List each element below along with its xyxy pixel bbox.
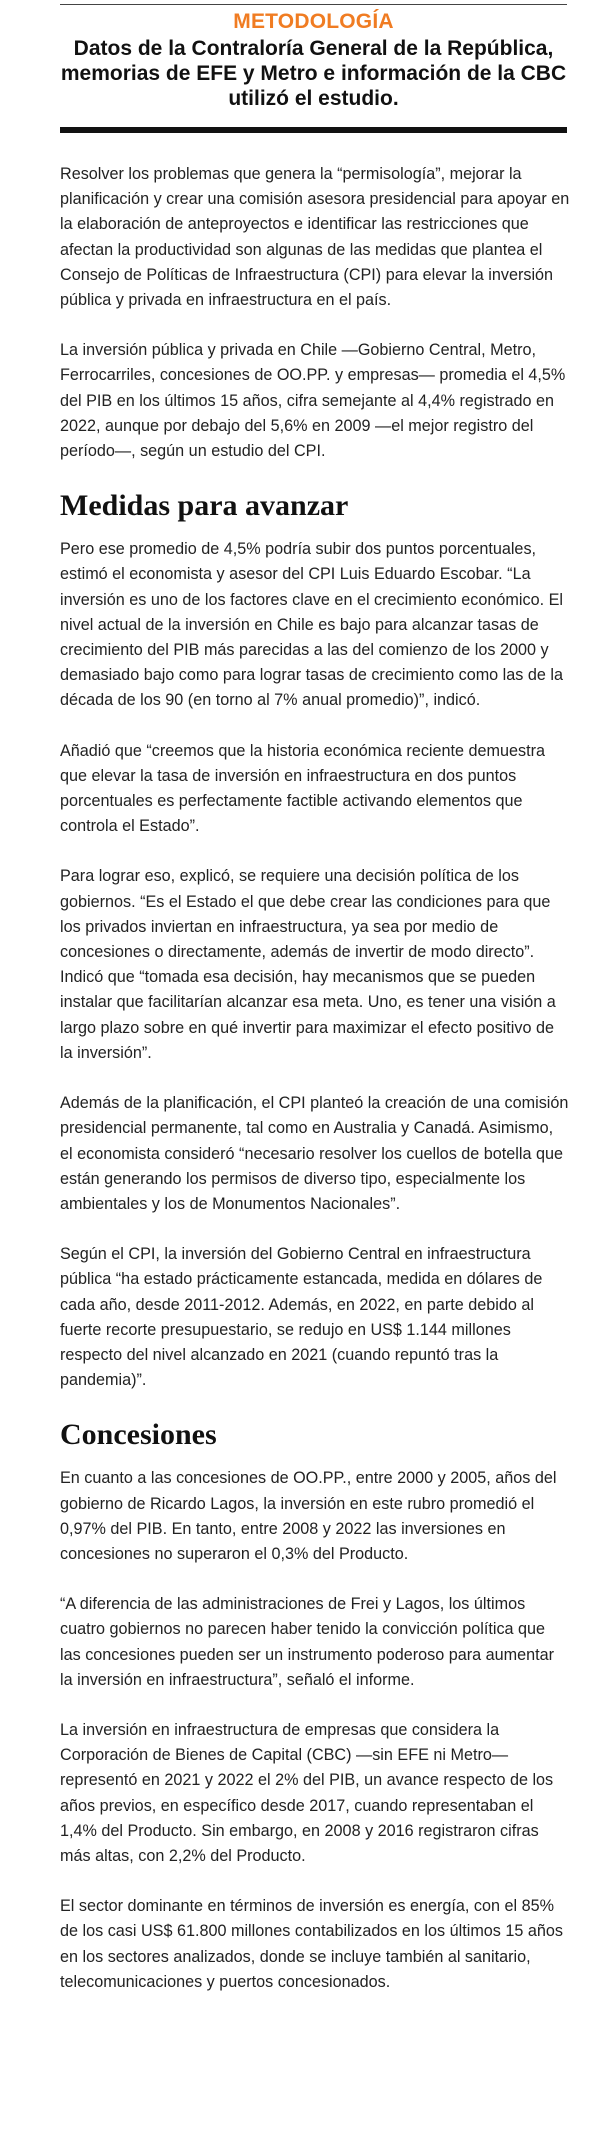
- article-paragraph: Según el CPI, la inversión del Gobierno Central en infraestructura pública “ha estado prácticamente estancada, medida en dólares de cada año, desde 2011-2012. Además, en 2022, en parte debido al fuerte recorte presupuestario, se redujo en US$ 1.144 millones respecto del nivel alcanzado en 2021 (cuando repuntó tras la pandemia)”.: [60, 1245, 543, 1390]
- article-paragraph: La inversión pública y privada en Chile —Gobierno Central, Metro, Ferrocarriles, concesiones de OO.PP. y empresas— promedia el 4,5% del PIB en los últimos 15 años, cifra semejante al 4,4% registrado en 2022, aunque por debajo del 5,6% en 2009 —el mejor registro del período—, según un estudio del CPI.: [60, 341, 566, 461]
- methodology-text: Datos de la Contraloría General de la República, memorias de EFE y Metro e información de la CBC utilizó el estudio.: [60, 37, 567, 110]
- methodology-label: METODOLOGÍA: [233, 10, 394, 33]
- article-body: [60, 162, 570, 2020]
- top-divider: [60, 4, 567, 5]
- article-paragraph: Añadió que “creemos que la historia económica reciente demuestra que elevar la tasa de inversión en infraestructura en dos puntos porcentuales es perfectamente factible activando elementos que controla el Estado”.: [60, 741, 545, 836]
- article-paragraph: Pero ese promedio de 4,5% podría subir dos puntos porcentuales, estimó el economista y asesor del CPI Luis Eduardo Escobar. “La inversión es uno de los factores clave en el crecimiento económico. El nivel actual de la inversión en Chile es bajo para alcanzar tasas de crecimiento del PIB más parecidas a las del comienzo de los 2000 y demasiado bajo como para lograr tasas de crecimiento como las de la década de los 90 (en torno al 7% anual promedio)”, indicó.: [60, 540, 563, 710]
- article-paragraph: Resolver los problemas que genera la “permisología”, mejorar la planificación y crear una comisión asesora presidencial para apoyar en la elaboración de anteproyectos e identificar las restricciones que afectan la productividad son algunas de las medidas que plantea el Consejo de Políticas de Infraestructura (CPI) para elevar la inversión pública y privada en infraestructura en el país.: [60, 165, 570, 310]
- article-paragraph: El sector dominante en términos de inversión es energía, con el 85% de los casi US$ 61.800 millones contabilizados en los últimos 15 años en los sectores analizados, donde se incluye también al sanitario, telecomunicaciones y puertos concesionados.: [60, 1897, 563, 1991]
- article-paragraph: Para lograr eso, explicó, se requiere una decisión política de los gobiernos. “Es el Estado el que debe crear las condiciones para que los privados inviertan en infraestructura, ya sea por medio de concesiones o directamente, además de invertir de modo directo”. Indicó que “tomada esa decisión, hay mecanismos que se pueden instalar que facilitarían alcanzar esa meta. Uno, es tener una visión a largo plazo sobre en qué invertir para maximizar el efecto positivo de la inversión”.: [60, 867, 556, 1062]
- methodology-box: [60, 10, 567, 111]
- article-paragraph: La inversión en infraestructura de empresas que considera la Corporación de Bienes de Capital (CBC) —sin EFE ni Metro— representó en 2021 y 2022 el 2% del PIB, un avance respecto de los años previos, en específico desde 2017, cuando representaban el 1,4% del Producto. Sin embargo, en 2008 y 2016 registraron cifras más altas, con 2,2% del Producto.: [60, 1720, 554, 1865]
- article-paragraph: Además de la planificación, el CPI planteó la creación de una comisión presidencial permanente, tal como en Australia y Canadá. Asimismo, el economista consideró “necesario resolver los cuellos de botella que están generando los permisos de diverso tipo, especialmente los ambientales y los de Monumentos Nacionales”.: [60, 1094, 569, 1213]
- methodology-divider: [60, 127, 567, 133]
- section-heading-medidas: Medidas para avanzar: [60, 489, 349, 523]
- article-paragraph: En cuanto a las concesiones de OO.PP., entre 2000 y 2005, años del gobierno de Ricardo Lagos, la inversión en este rubro promedió el 0,97% del PIB. En tanto, entre 2008 y 2022 las inversiones en concesiones no superaron el 0,3% del Producto.: [60, 1469, 557, 1563]
- section-heading-concesiones: Concesiones: [60, 1418, 217, 1452]
- article-paragraph: “A diferencia de las administraciones de Frei y Lagos, los últimos cuatro gobiernos no parecen haber tenido la convicción política que las concesiones pueden ser un instrumento poderoso para aumentar la inversión en infraestructura”, señaló el informe.: [60, 1595, 555, 1689]
